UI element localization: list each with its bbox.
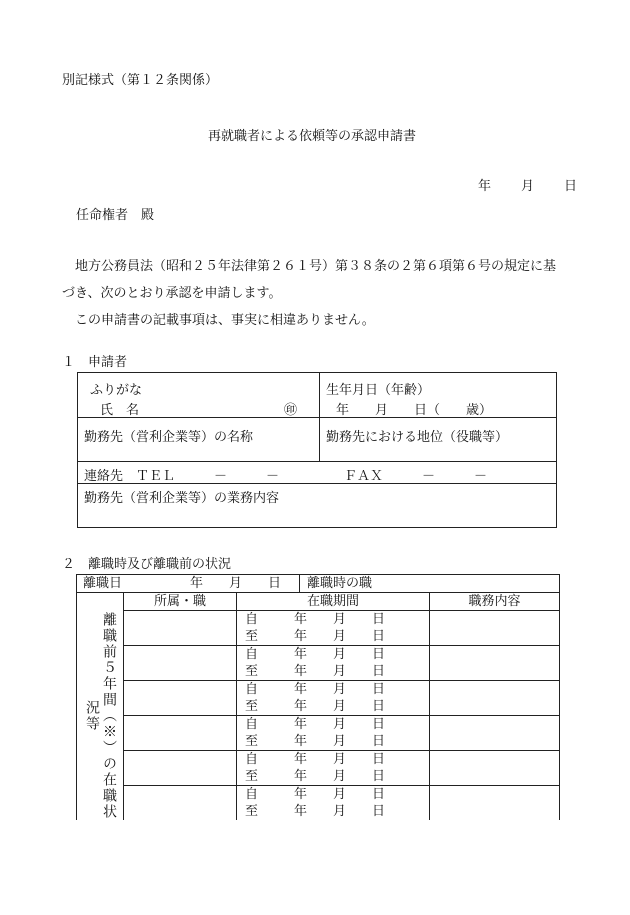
from-label: 自 (245, 787, 259, 802)
to-label: 至 (245, 769, 259, 784)
from-ymd: 年 月 日 (294, 787, 386, 802)
career-table (76, 574, 560, 820)
retire-date-label: 離職日 (83, 576, 123, 591)
business-cell[interactable] (78, 484, 557, 528)
contact-cell[interactable] (78, 462, 557, 484)
section2-heading: ２ 離職時及び離職前の状況 (62, 557, 232, 572)
from-label: 自 (245, 612, 259, 627)
name-label: 氏 名 (100, 403, 140, 418)
duties-cell[interactable] (430, 751, 560, 786)
dept-cell[interactable] (124, 681, 237, 716)
period-from[interactable] (237, 646, 430, 664)
period-from[interactable] (237, 751, 430, 769)
retire-date-value[interactable]: 年 月 日 (190, 576, 282, 591)
period-to[interactable] (237, 803, 430, 820)
period-to[interactable] (237, 663, 430, 681)
name-cell[interactable] (78, 373, 320, 418)
dept-cell[interactable] (124, 646, 237, 681)
from-label: 自 (245, 752, 259, 767)
retire-post-label: 離職時の職 (307, 576, 373, 591)
document-title: 再就職者による依頼等の承認申請書 (208, 129, 417, 144)
employer-name-label: 勤務先（営利企業等）の名称 (84, 430, 254, 445)
period-from[interactable] (237, 786, 430, 804)
body-line-3: この申請書の記載事項は、事実に相違ありません。 (75, 313, 375, 328)
birthdate-cell[interactable] (320, 373, 557, 418)
to-ymd: 年 月 日 (294, 629, 386, 644)
duties-cell[interactable] (430, 611, 560, 646)
addressee: 任命権者 殿 (76, 208, 155, 223)
from-label: 自 (245, 647, 259, 662)
dept-cell[interactable] (124, 716, 237, 751)
birthdate-label: 生年月日（年齢） (326, 383, 431, 398)
business-label: 勤務先（営利企業等）の業務内容 (84, 491, 280, 506)
prior-career-label-cell (77, 593, 124, 821)
period-to[interactable] (237, 768, 430, 786)
date-line (478, 175, 577, 194)
period-from[interactable] (237, 716, 430, 734)
prior-career-label: 離職前５年間（※）の在職状況等 (84, 611, 117, 820)
period-to[interactable] (237, 698, 430, 716)
seal-mark: ㊞ (284, 403, 298, 418)
to-label: 至 (245, 664, 259, 679)
period-to[interactable] (237, 628, 430, 646)
date-year: 年 (478, 179, 492, 194)
dept-cell[interactable] (124, 786, 237, 821)
duties-cell[interactable] (430, 646, 560, 681)
employer-position-cell[interactable] (320, 418, 557, 462)
to-ymd: 年 月 日 (294, 699, 386, 714)
form-label: 別記様式（第１２条関係） (62, 73, 219, 88)
duties-cell[interactable] (430, 786, 560, 821)
to-label: 至 (245, 804, 259, 819)
duties-cell[interactable] (430, 681, 560, 716)
from-ymd: 年 月 日 (294, 752, 386, 767)
to-ymd: 年 月 日 (294, 664, 386, 679)
contact-label: 連絡先 ＴＥＬ － － ＦＡＸ － － (84, 469, 488, 484)
employer-name-cell[interactable] (78, 418, 320, 462)
retire-row (77, 575, 560, 593)
date-day: 日 (564, 179, 578, 194)
col-duties-header: 職務内容 (430, 593, 560, 611)
from-ymd: 年 月 日 (294, 612, 386, 627)
to-label: 至 (245, 734, 259, 749)
from-ymd: 年 月 日 (294, 717, 386, 732)
to-ymd: 年 月 日 (294, 769, 386, 784)
col-period-header: 在職期間 (237, 593, 430, 611)
body-line-1: 地方公務員法（昭和２５年法律第２６１号）第３８条の２第６項第６号の規定に基 (75, 259, 557, 274)
to-label: 至 (245, 699, 259, 714)
col-dept-header: 所属・職 (124, 593, 237, 611)
from-ymd: 年 月 日 (294, 647, 386, 662)
to-ymd: 年 月 日 (294, 734, 386, 749)
birthdate-value: 年 月 日（ 歳） (336, 403, 493, 418)
to-ymd: 年 月 日 (294, 804, 386, 819)
employer-position-label: 勤務先における地位（役職等） (326, 430, 509, 445)
section1-heading: １ 申請者 (62, 355, 128, 370)
dept-cell[interactable] (124, 611, 237, 646)
body-line-2: づき、次のとおり承認を申請します。 (62, 286, 282, 301)
period-from[interactable] (237, 611, 430, 629)
period-from[interactable] (237, 681, 430, 699)
from-label: 自 (245, 682, 259, 697)
dept-cell[interactable] (124, 751, 237, 786)
period-to[interactable] (237, 733, 430, 751)
date-month: 月 (521, 179, 535, 194)
from-ymd: 年 月 日 (294, 682, 386, 697)
duties-cell[interactable] (430, 716, 560, 751)
applicant-table (77, 372, 557, 528)
furigana-label: ふりがな (90, 383, 143, 398)
to-label: 至 (245, 629, 259, 644)
from-label: 自 (245, 717, 259, 732)
